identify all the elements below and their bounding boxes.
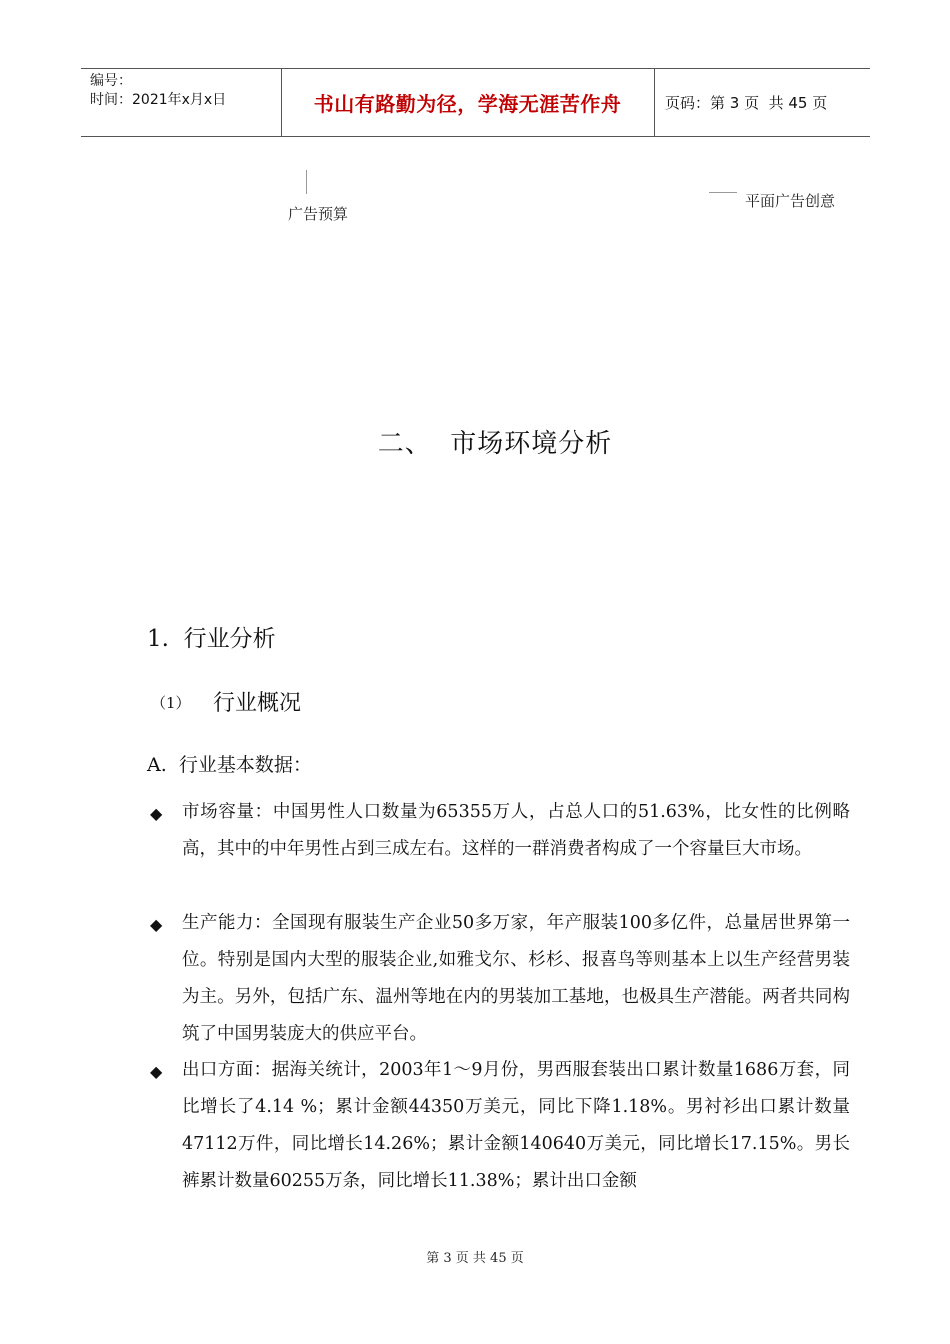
subsection-title: 1. 行业分析 [147, 626, 276, 652]
bullet-paragraph-market-capacity: 市场容量：中国男性人口数量为65355万人，占总人口的51.63%，比女性的比例略高，其中的中年男性占到三成左右。这样的一群消费者构成了一个容量巨大市场。 [182, 802, 850, 859]
bullet-diamond-icon: ◆ [150, 804, 163, 823]
header-meta [90, 72, 280, 110]
subsubsection-number: （1） [151, 694, 191, 712]
bullet-diamond-icon: ◆ [150, 915, 163, 934]
fragment-vertical-line [306, 170, 307, 194]
document-time-label: 时间：2021年x月x日 [90, 92, 227, 108]
fragment-horizontal-line [709, 192, 737, 193]
bullet-paragraph-export: 出口方面：据海关统计，2003年1～9月份，男西服套装出口累计数量1686万套，同比增长了4.14 %；累计金额44350万美元，同比下降1.18%。男衬衫出口累计数量47112万件，同比增长14.26%；累计金额140640万美元，同比增长17.15%。男长裤累计数量60255万条，同比增长11.38%；累计出口金额 [182, 1060, 850, 1191]
item-heading: A. 行业基本数据： [147, 754, 312, 776]
bullet-paragraph-production-capacity: 生产能力：全国现有服装生产企业50多万家，年产服装100多亿件，总量居世界第一位。特别是国内大型的服装企业,如雅戈尔、杉杉、报喜鸟等则基本上以生产经营男装为主。另外，包括广东、温州等地在内的男装加工基地，也极具生产潜能。两者共同构筑了中国男装庞大的供应平台。 [182, 913, 850, 1044]
ad-budget-label: 广告预算 [288, 205, 349, 223]
subsubsection-title: 行业概况 [213, 691, 302, 716]
print-ad-creative-label: 平面广告创意 [745, 192, 836, 210]
page-header [81, 68, 870, 137]
section-title: 二、 市场环境分析 [377, 429, 613, 459]
header-page-info: 页码：第 3 页 共 45 页 [665, 94, 828, 112]
header-motto: 书山有路勤为径，学海无涯苦作舟 [313, 92, 622, 116]
document-number-label: 编号： [90, 73, 132, 89]
header-divider [654, 69, 655, 136]
page-footer: 第 3 页 共 45 页 [426, 1251, 524, 1266]
bullet-diamond-icon: ◆ [150, 1062, 163, 1081]
